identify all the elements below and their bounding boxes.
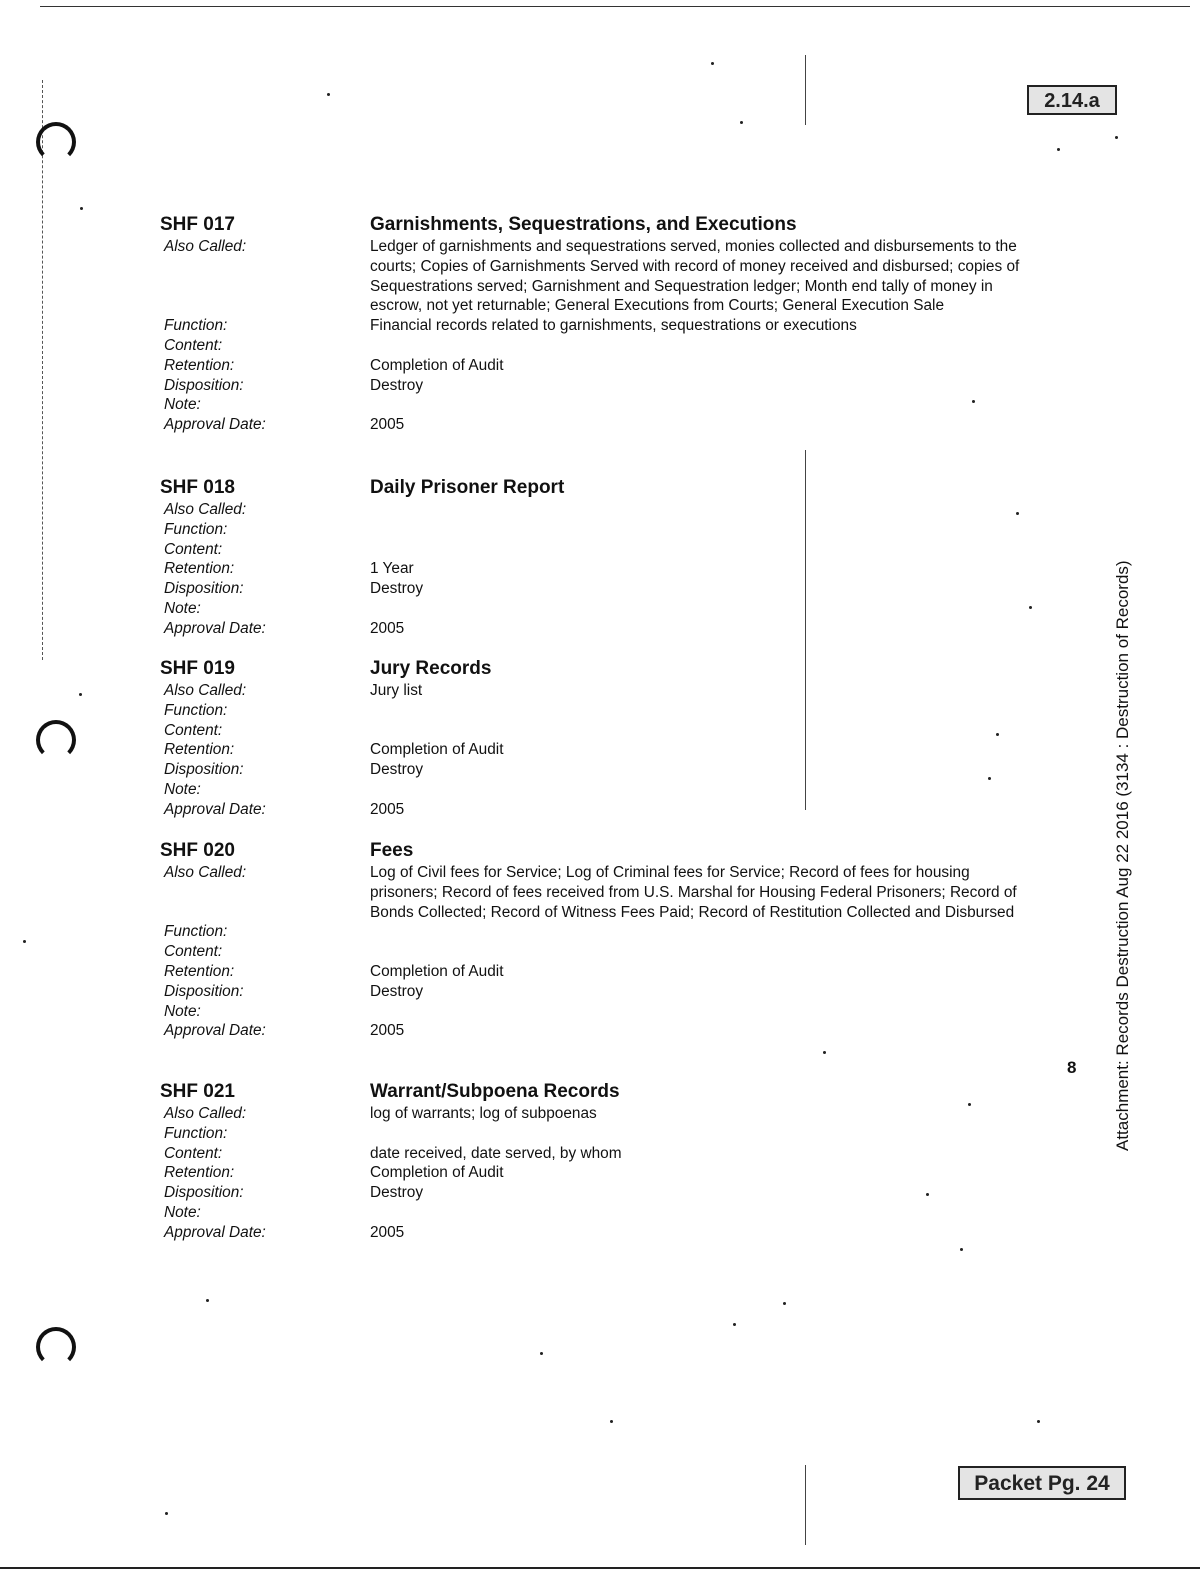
field-label: Content:: [164, 721, 223, 739]
scan-speck: [1037, 1420, 1040, 1423]
field-value: Completion of Audit: [370, 1164, 504, 1182]
field-value: [370, 540, 1035, 560]
record-block: [160, 1080, 1060, 1243]
record-title: Jury Records: [370, 658, 492, 679]
record-title: Daily Prisoner Report: [370, 477, 565, 498]
field-value: [370, 721, 1035, 741]
field-label: Retention:: [164, 962, 235, 980]
scan-speck: [972, 400, 975, 403]
field-label: Retention:: [164, 741, 235, 759]
field-value: [370, 942, 1035, 962]
field-label: Approval Date:: [164, 800, 266, 818]
field-value: [370, 1203, 1035, 1223]
scan-speck: [1057, 148, 1060, 151]
field-label: Note:: [164, 780, 201, 798]
page-number: 8: [1067, 1058, 1077, 1077]
field-label: Function:: [164, 520, 228, 538]
record-title: Warrant/Subpoena Records: [370, 1081, 620, 1102]
field-value: Jury list: [370, 682, 423, 699]
scan-speck: [996, 733, 999, 736]
field-value: Completion of Audit: [370, 962, 504, 980]
field-value: Destroy: [370, 580, 424, 598]
packet-page-stamp: Packet Pg. 24: [958, 1466, 1126, 1500]
agenda-item-stamp: 2.14.a: [1027, 85, 1117, 115]
field-label: Disposition:: [164, 982, 244, 1000]
scan-speck: [926, 1193, 929, 1196]
scan-line-top: [805, 55, 806, 125]
field-label: Approval Date:: [164, 619, 266, 637]
scan-speck: [610, 1420, 613, 1423]
top-rule: [40, 6, 1190, 7]
record-title: Garnishments, Sequestrations, and Executions: [370, 214, 797, 235]
field-value: Completion of Audit: [370, 356, 504, 374]
field-label: Also Called:: [164, 864, 247, 881]
scan-speck: [733, 1323, 736, 1326]
field-label: Disposition:: [164, 1184, 244, 1202]
field-label: Content:: [164, 336, 223, 354]
field-value: [370, 1124, 1035, 1144]
attachment-side-note: Attachment: Records Destruction Aug 22 2016 (3134 : Destruction of Records): [1113, 560, 1132, 1151]
scan-edge-line: [42, 80, 43, 660]
scan-speck: [783, 1302, 786, 1305]
scan-line-bottom: [805, 1465, 806, 1545]
scan-speck: [165, 1512, 168, 1515]
scan-speck: [1016, 512, 1019, 515]
field-label: Approval Date:: [164, 416, 266, 434]
record-block: [160, 213, 1060, 435]
field-label: Function:: [164, 317, 228, 335]
field-label: Content:: [164, 943, 223, 961]
punch-hole-icon: [36, 1327, 76, 1367]
punch-hole-icon: [36, 720, 76, 760]
field-value: [370, 599, 1035, 619]
scan-speck: [960, 1248, 963, 1251]
field-label: Retention:: [164, 560, 235, 578]
field-value: 2005: [370, 619, 405, 637]
field-label: Disposition:: [164, 580, 244, 598]
field-value: Destroy: [370, 982, 424, 1000]
field-label: Note:: [164, 1203, 201, 1221]
field-label: Function:: [164, 1124, 228, 1142]
scan-speck: [206, 1299, 209, 1302]
bottom-rule: [0, 1567, 1200, 1569]
record-code: SHF 017: [160, 214, 235, 235]
scan-speck: [740, 121, 743, 124]
scan-speck: [80, 207, 83, 210]
field-value: [370, 1002, 1035, 1022]
field-value: [370, 520, 1035, 540]
field-label: Content:: [164, 1144, 223, 1162]
field-value: date received, date served, by whom: [370, 1144, 622, 1162]
record-block: [160, 657, 1060, 820]
field-value: Destroy: [370, 1184, 424, 1202]
field-value: Log of Civil fees for Service; Log of Criminal fees for Service; Record of fees for housing prisoners; Record of fees received from U.S. Marshal for Housing Federal Prisoners; Record of Bonds Collected; Record of Witness Fees Paid; Record of Restitution Collected and Disbursed: [370, 864, 1017, 921]
field-label: Also Called:: [164, 238, 247, 255]
scan-speck: [23, 940, 26, 943]
field-value: 2005: [370, 1022, 405, 1040]
field-value: Ledger of garnishments and sequestrations served, monies collected and disbursements to the courts; Copies of Garnishments Served with record of money received and disbursed; copies of Sequestrations served; Garnishment and Sequestration ledger; Month end tally of money in escrow, not yet returnable; General Executions from Courts; General Execution Sale: [370, 238, 1020, 315]
field-value: [370, 701, 1035, 721]
scan-speck: [823, 1051, 826, 1054]
field-label: Function:: [164, 701, 228, 719]
scan-speck: [79, 693, 82, 696]
field-label: Note:: [164, 396, 201, 414]
scan-speck: [1029, 606, 1032, 609]
field-label: Also Called:: [164, 501, 247, 518]
field-value: 2005: [370, 1223, 405, 1241]
record-code: SHF 018: [160, 477, 235, 498]
field-value: [370, 500, 1035, 520]
field-value: Completion of Audit: [370, 741, 504, 759]
field-value: [370, 780, 1035, 800]
field-value: [370, 922, 1035, 942]
field-value: log of warrants; log of subpoenas: [370, 1105, 597, 1122]
field-value: Destroy: [370, 376, 424, 394]
scan-speck: [988, 777, 991, 780]
scan-speck: [968, 1103, 971, 1106]
field-label: Approval Date:: [164, 1223, 266, 1241]
scan-speck: [711, 62, 714, 65]
scan-speck: [540, 1352, 543, 1355]
record-code: SHF 019: [160, 658, 235, 679]
record-block: [160, 476, 1060, 639]
field-label: Content:: [164, 540, 223, 558]
field-label: Function:: [164, 923, 228, 941]
scan-speck: [1115, 136, 1118, 139]
field-value: Financial records related to garnishments, sequestrations or executions: [370, 317, 857, 335]
record-code: SHF 021: [160, 1081, 235, 1102]
field-value: [370, 336, 1035, 356]
field-value: 1 Year: [370, 560, 414, 578]
field-label: Also Called:: [164, 682, 247, 699]
record-code: SHF 020: [160, 840, 235, 861]
field-label: Note:: [164, 599, 201, 617]
scan-speck: [327, 93, 330, 96]
punch-hole-icon: [36, 122, 76, 162]
field-value: Destroy: [370, 761, 424, 779]
field-label: Note:: [164, 1002, 201, 1020]
field-label: Approval Date:: [164, 1022, 266, 1040]
field-label: Also Called:: [164, 1105, 247, 1122]
field-value: [370, 395, 1035, 415]
field-label: Disposition:: [164, 376, 244, 394]
field-label: Retention:: [164, 356, 235, 374]
field-value: 2005: [370, 800, 405, 818]
record-title: Fees: [370, 840, 414, 861]
field-value: 2005: [370, 416, 405, 434]
field-label: Disposition:: [164, 761, 244, 779]
record-block: [160, 839, 1060, 1041]
field-label: Retention:: [164, 1164, 235, 1182]
